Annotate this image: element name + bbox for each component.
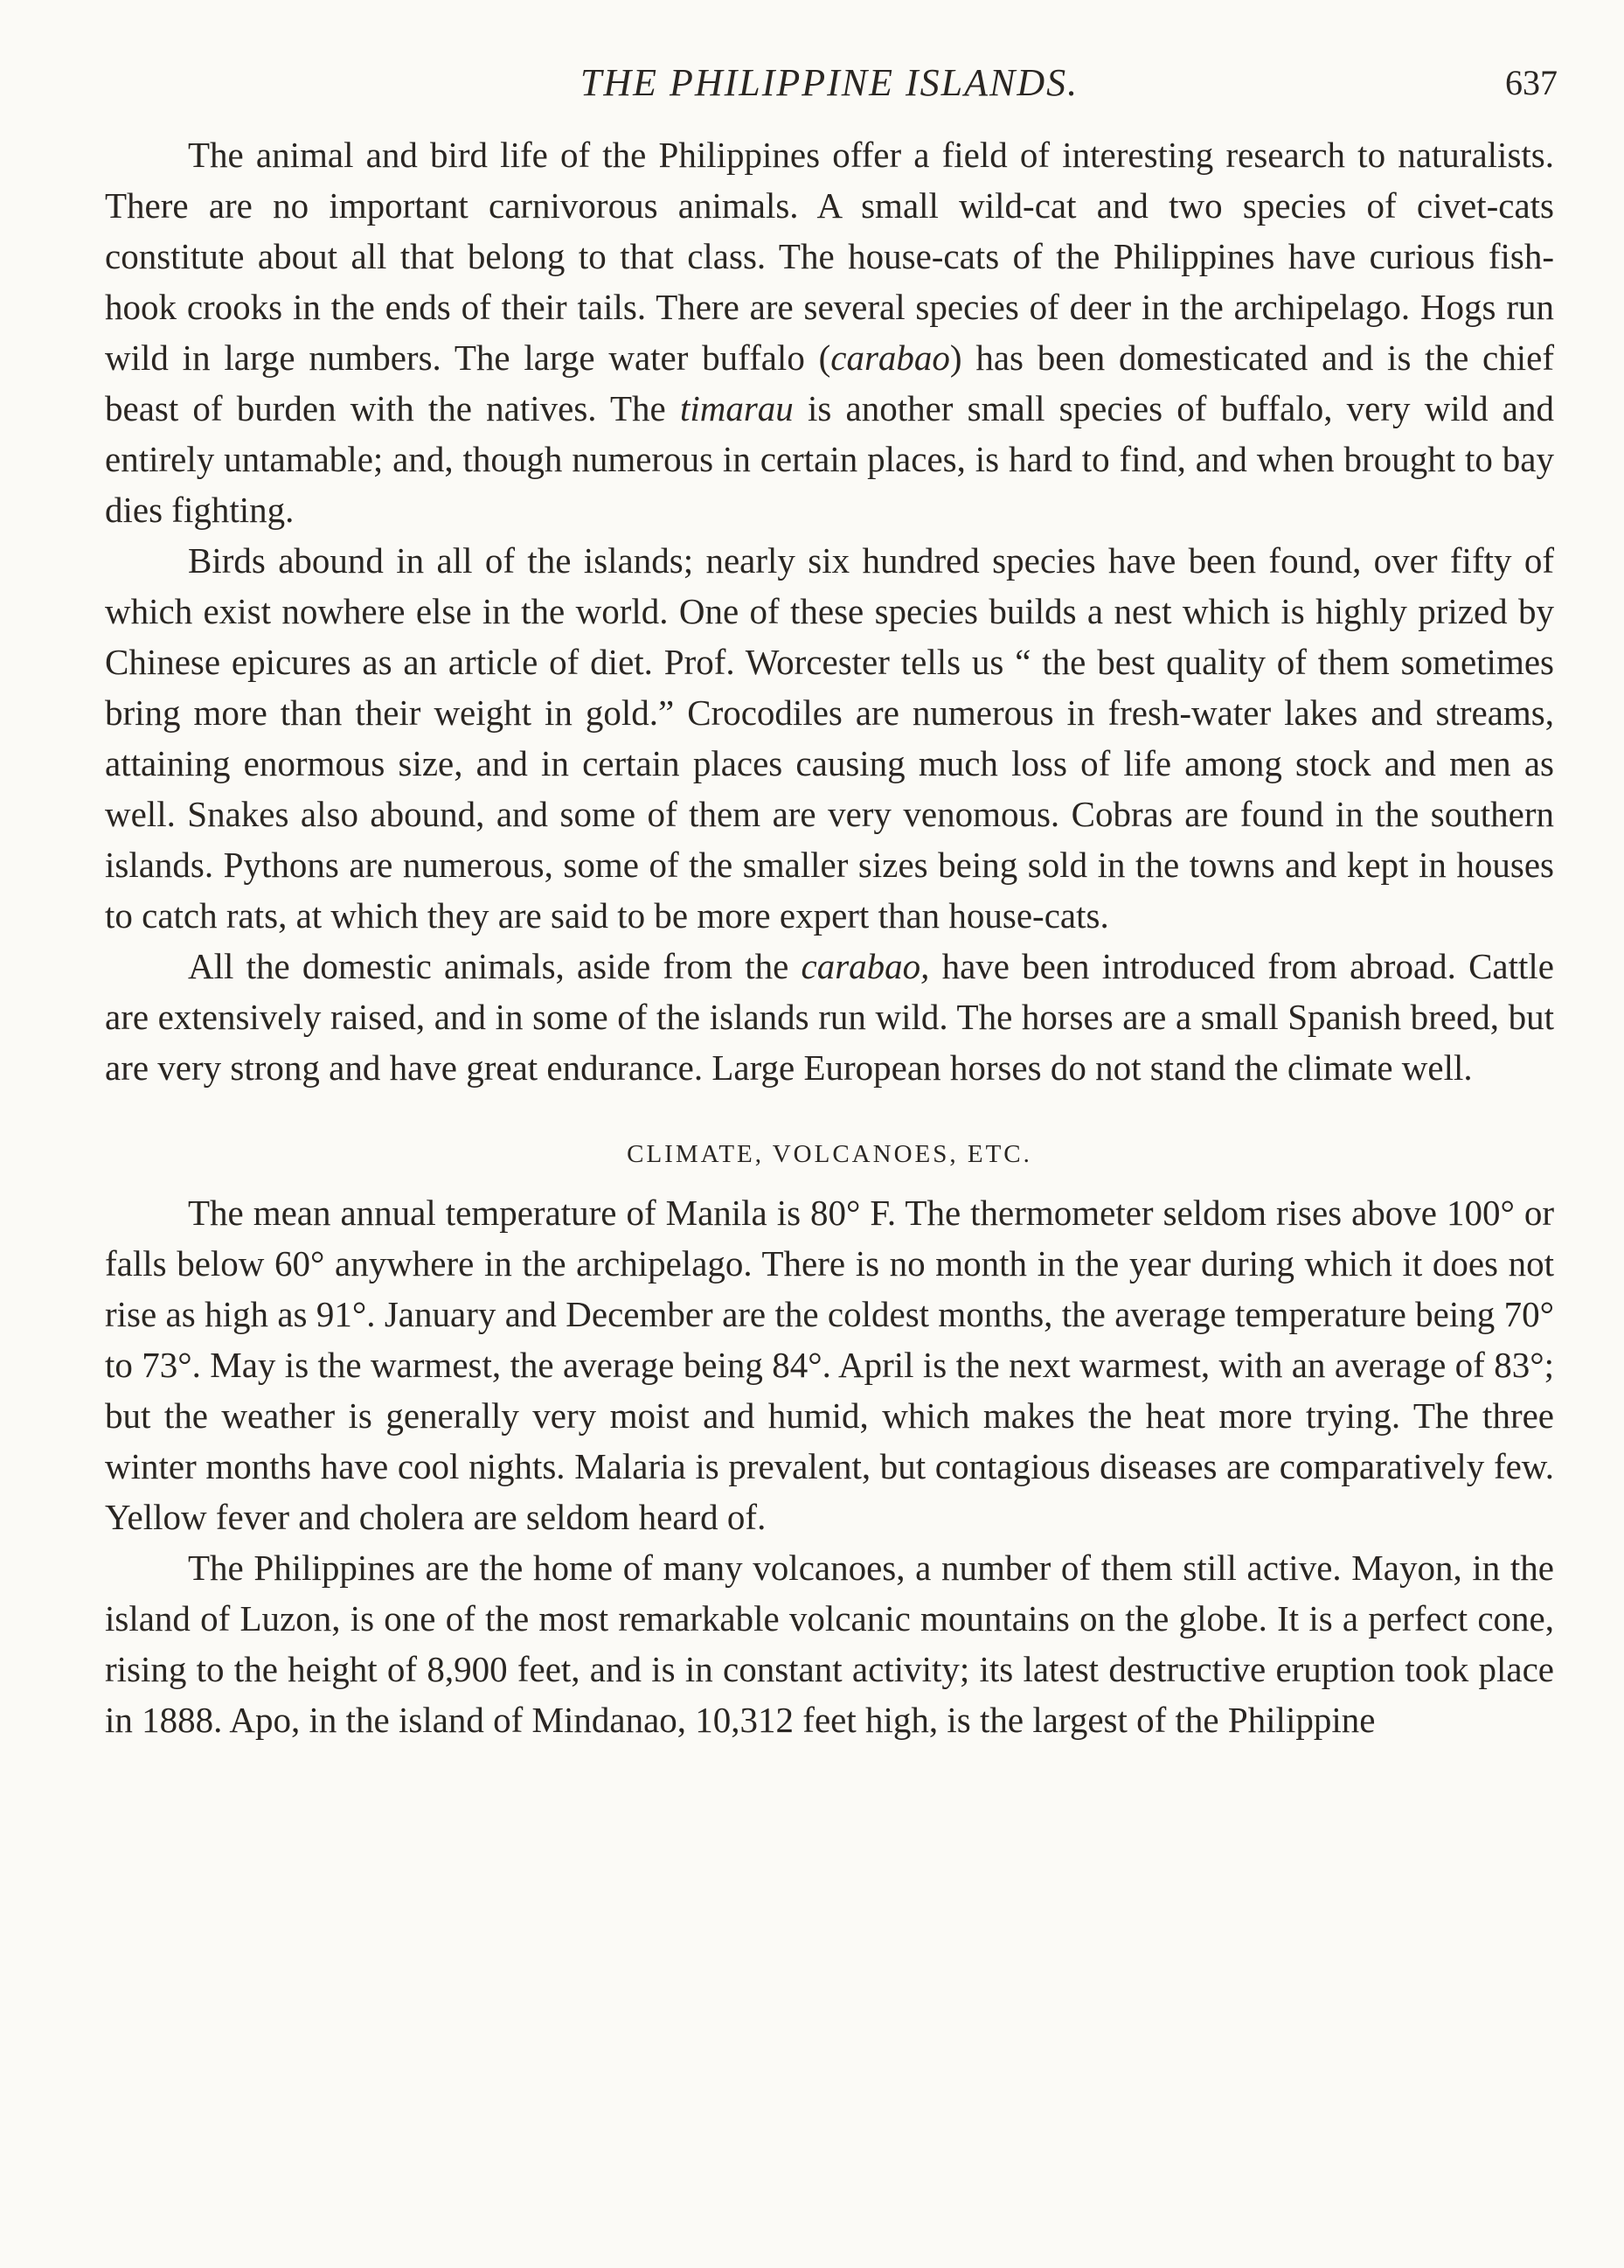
text-run: have been introduced from abroad. Cattle are extensively raised, and in some of the islands run wild. The horses are a small Spanish breed, but are very strong and have great endurance. Large European horses do not stand the climate well.	[105, 946, 1554, 1088]
document-page	[105, 52, 1558, 2238]
text-run: The Philippines are the home of many volcanoes, a number of them still active. Mayon, in the island of Luzon, is one of the most remarkable volcanic mountains on the globe. It is a perfect cone, rising to the height of 8,900 feet, and is in constant activity; its latest destructive eruption took place in 1888. Apo, in the island of Mindanao, 10,312 feet high, is the largest of the Philippine	[105, 1548, 1554, 1740]
italic-term: timarau	[679, 388, 794, 428]
paragraph	[105, 1542, 1554, 1745]
paragraph	[105, 129, 1554, 535]
italic-term: carabao,	[801, 946, 930, 986]
text-run: Birds abound in all of the islands; nearly six hundred species have been found, over fifty of which exist nowhere else in the world. One of these species builds a nest which is highly prized by Chinese epicures as an article of diet. Prof. Worcester tells us “ the best quality of them sometimes bring more than their weight in gold.” Crocodiles are numerous in fresh-water lakes and streams, attaining enormous size, and in certain places causing much loss of life among stock and men as well. Snakes also abound, and some of them are very venomous. Cobras are found in the southern islands. Pythons are numerous, some of the smaller sizes being sold in the towns and kept in houses to catch rats, at which they are said to be more expert than house-cats.	[105, 540, 1554, 936]
paragraph	[105, 535, 1554, 941]
paragraph	[105, 1187, 1554, 1542]
running-head	[105, 52, 1558, 114]
text-run: All the domestic animals, aside from the	[188, 946, 802, 986]
section-fauna	[105, 129, 1554, 1093]
italic-term: carabao	[830, 337, 950, 378]
section-heading-climate: CLIMATE, VOLCANOES, ETC.	[627, 1140, 1032, 1168]
section-climate	[105, 1187, 1554, 1745]
body-text	[105, 129, 1554, 1745]
text-run: The mean annual temperature of Manila is 80° F. The thermometer seldom rises above 100° or falls below 60° anywhere in the archipelago. There is no month in the year during which it does not rise as high as 91°. January and December are the coldest months, the average temperature being 70° to 73°. May is the warmest, the average being 84°. April is the next warmest, with an average of 83°; but the weather is generally very moist and humid, which makes the heat more trying. The three winter months have cool nights. Malaria is prevalent, but contagious diseases are comparatively few. Yellow fever and cholera are seldom heard of.	[105, 1193, 1554, 1537]
page-number: 637	[1505, 63, 1558, 102]
running-head-title: THE PHILIPPINE ISLANDS.	[580, 61, 1079, 104]
paragraph	[105, 941, 1554, 1093]
text-run: The animal and bird life of the Philippines offer a field of interesting research to naturalists. There are no important carnivorous animals. A small wild-cat and two species of civet-cats constitute about all that belong to that class. The house-cats of the Philippines have curious fish-hook crooks in the ends of their tails. There are several species of deer in the archipelago. Hogs run wild in large numbers. The large water buffalo (	[105, 135, 1554, 378]
text-run: is another small species of buffalo, very wild and entirely untamable; and, though numerous in certain places, is hard to find, and when brought to bay dies fighting.	[105, 388, 1554, 530]
text-run: ) has been domesticated and is the chief beast of burden with the natives. The	[105, 337, 1554, 428]
